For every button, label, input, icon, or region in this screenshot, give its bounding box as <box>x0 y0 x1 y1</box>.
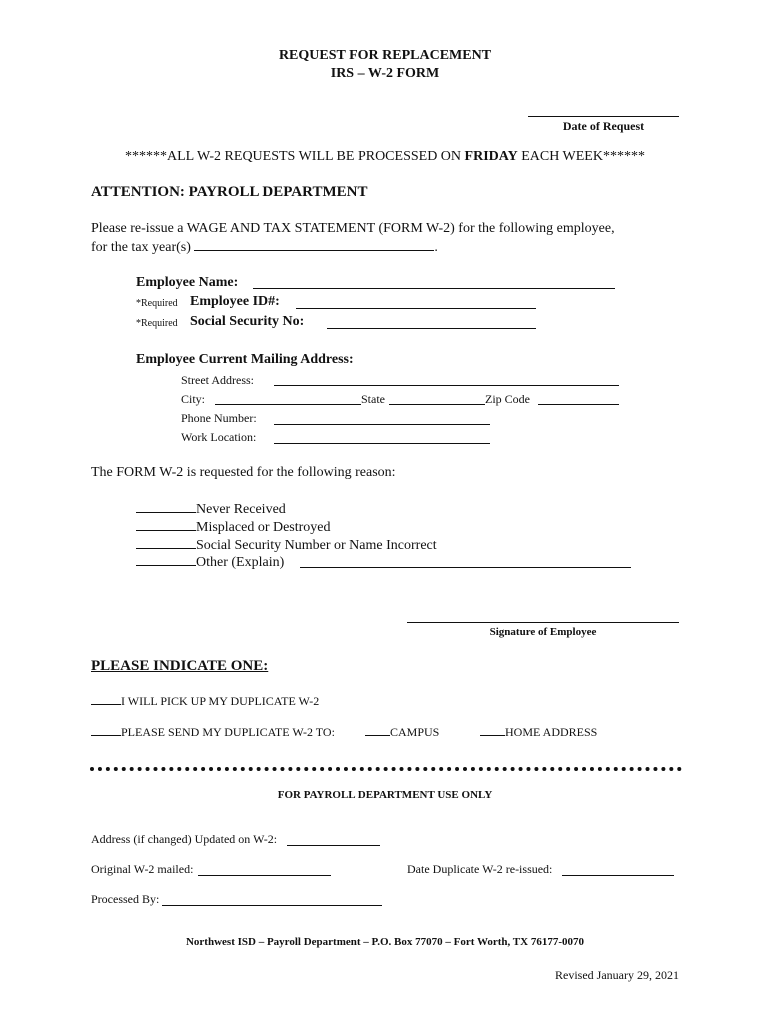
required-note: *Required <box>136 318 178 329</box>
processed-by-field[interactable] <box>162 905 382 906</box>
tax-year-field[interactable] <box>194 238 434 251</box>
campus-label: CAMPUS <box>390 725 440 739</box>
ssn-label: Social Security No: <box>190 314 305 329</box>
campus-option <box>365 723 439 740</box>
home-address-label: HOME ADDRESS <box>505 725 598 739</box>
office-use-heading: FOR PAYROLL DEPARTMENT USE ONLY <box>277 789 493 801</box>
pickup-checkbox-line[interactable] <box>91 692 121 705</box>
tax-year-label: for the tax year(s) <box>91 240 195 255</box>
employee-id-field[interactable] <box>296 308 536 309</box>
processed-by-label: Processed By: <box>91 892 160 906</box>
intro-line-2 <box>91 238 438 256</box>
reason-label: Misplaced or Destroyed <box>196 520 331 535</box>
original-mailed-field[interactable] <box>198 875 331 876</box>
tax-year-period: . <box>434 240 438 255</box>
date-of-request-field[interactable] <box>528 116 679 117</box>
footer-address: Northwest ISD – Payroll Department – P.O. Box 77070 – Fort Worth, TX 76177-0070 <box>185 936 585 948</box>
address-changed-field[interactable] <box>287 845 380 846</box>
employee-name-field[interactable] <box>253 288 615 289</box>
phone-number-field[interactable] <box>274 424 490 425</box>
reason-checkbox-line[interactable] <box>136 536 196 549</box>
home-address-option <box>480 723 597 740</box>
dotted-separator <box>90 767 682 771</box>
reason-option <box>136 536 437 554</box>
indicate-heading: PLEASE INDICATE ONE: <box>91 658 269 674</box>
other-explain-field[interactable] <box>300 567 631 568</box>
form-subtitle: IRS – W-2 FORM <box>330 66 440 81</box>
reason-option <box>136 500 286 518</box>
send-label: PLEASE SEND MY DUPLICATE W-2 TO: <box>121 725 335 739</box>
address-changed-label: Address (if changed) Updated on W-2: <box>91 832 278 846</box>
send-checkbox-line[interactable] <box>91 723 121 736</box>
reason-label: Social Security Number or Name Incorrect <box>196 538 437 553</box>
ssn-field[interactable] <box>327 328 536 329</box>
reason-intro: The FORM W-2 is requested for the following reason: <box>91 465 396 480</box>
reason-checkbox-line[interactable] <box>136 553 196 566</box>
form-title: REQUEST FOR REPLACEMENT <box>278 48 492 63</box>
state-label: State <box>361 392 385 406</box>
notice-suffix: EACH WEEK****** <box>517 149 645 164</box>
work-location-field[interactable] <box>274 443 490 444</box>
campus-checkbox-line[interactable] <box>365 723 390 736</box>
work-location-label: Work Location: <box>181 430 257 444</box>
phone-number-label: Phone Number: <box>181 411 257 425</box>
city-field[interactable] <box>215 404 361 405</box>
attention-heading: ATTENTION: PAYROLL DEPARTMENT <box>91 184 368 200</box>
reason-option <box>136 518 331 536</box>
duplicate-reissued-field[interactable] <box>562 875 674 876</box>
signature-label: Signature of Employee <box>489 626 597 638</box>
pickup-label: I WILL PICK UP MY DUPLICATE W-2 <box>121 694 320 708</box>
reason-option <box>136 553 284 571</box>
duplicate-reissued-label: Date Duplicate W-2 re-issued: <box>407 862 553 876</box>
signature-field[interactable] <box>407 622 679 623</box>
notice-prefix: ******ALL W-2 REQUESTS WILL BE PROCESSED ON <box>125 149 465 164</box>
zip-code-field[interactable] <box>538 404 619 405</box>
city-label: City: <box>181 392 206 406</box>
required-note: *Required <box>136 298 178 309</box>
date-of-request-label: Date of Request <box>562 119 645 133</box>
zip-code-label: Zip Code <box>485 392 530 406</box>
reason-checkbox-line[interactable] <box>136 500 196 513</box>
processing-notice <box>0 149 770 165</box>
street-address-label: Street Address: <box>181 373 254 387</box>
revision-date: Revised January 29, 2021 <box>555 968 679 982</box>
reason-label: Never Received <box>196 502 286 517</box>
employee-name-label: Employee Name: <box>136 275 239 290</box>
notice-day: FRIDAY <box>464 149 518 164</box>
mailing-address-heading: Employee Current Mailing Address: <box>136 352 354 367</box>
street-address-field[interactable] <box>274 385 619 386</box>
reason-checkbox-line[interactable] <box>136 518 196 531</box>
home-checkbox-line[interactable] <box>480 723 505 736</box>
send-option <box>91 723 335 740</box>
employee-id-label: Employee ID#: <box>190 294 280 309</box>
intro-line-1: Please re-issue a WAGE AND TAX STATEMENT (FORM W-2) for the following employee, <box>91 221 615 236</box>
pickup-option <box>91 692 319 709</box>
original-mailed-label: Original W-2 mailed: <box>91 862 194 876</box>
reason-label: Other (Explain) <box>196 555 285 570</box>
state-field[interactable] <box>389 404 485 405</box>
